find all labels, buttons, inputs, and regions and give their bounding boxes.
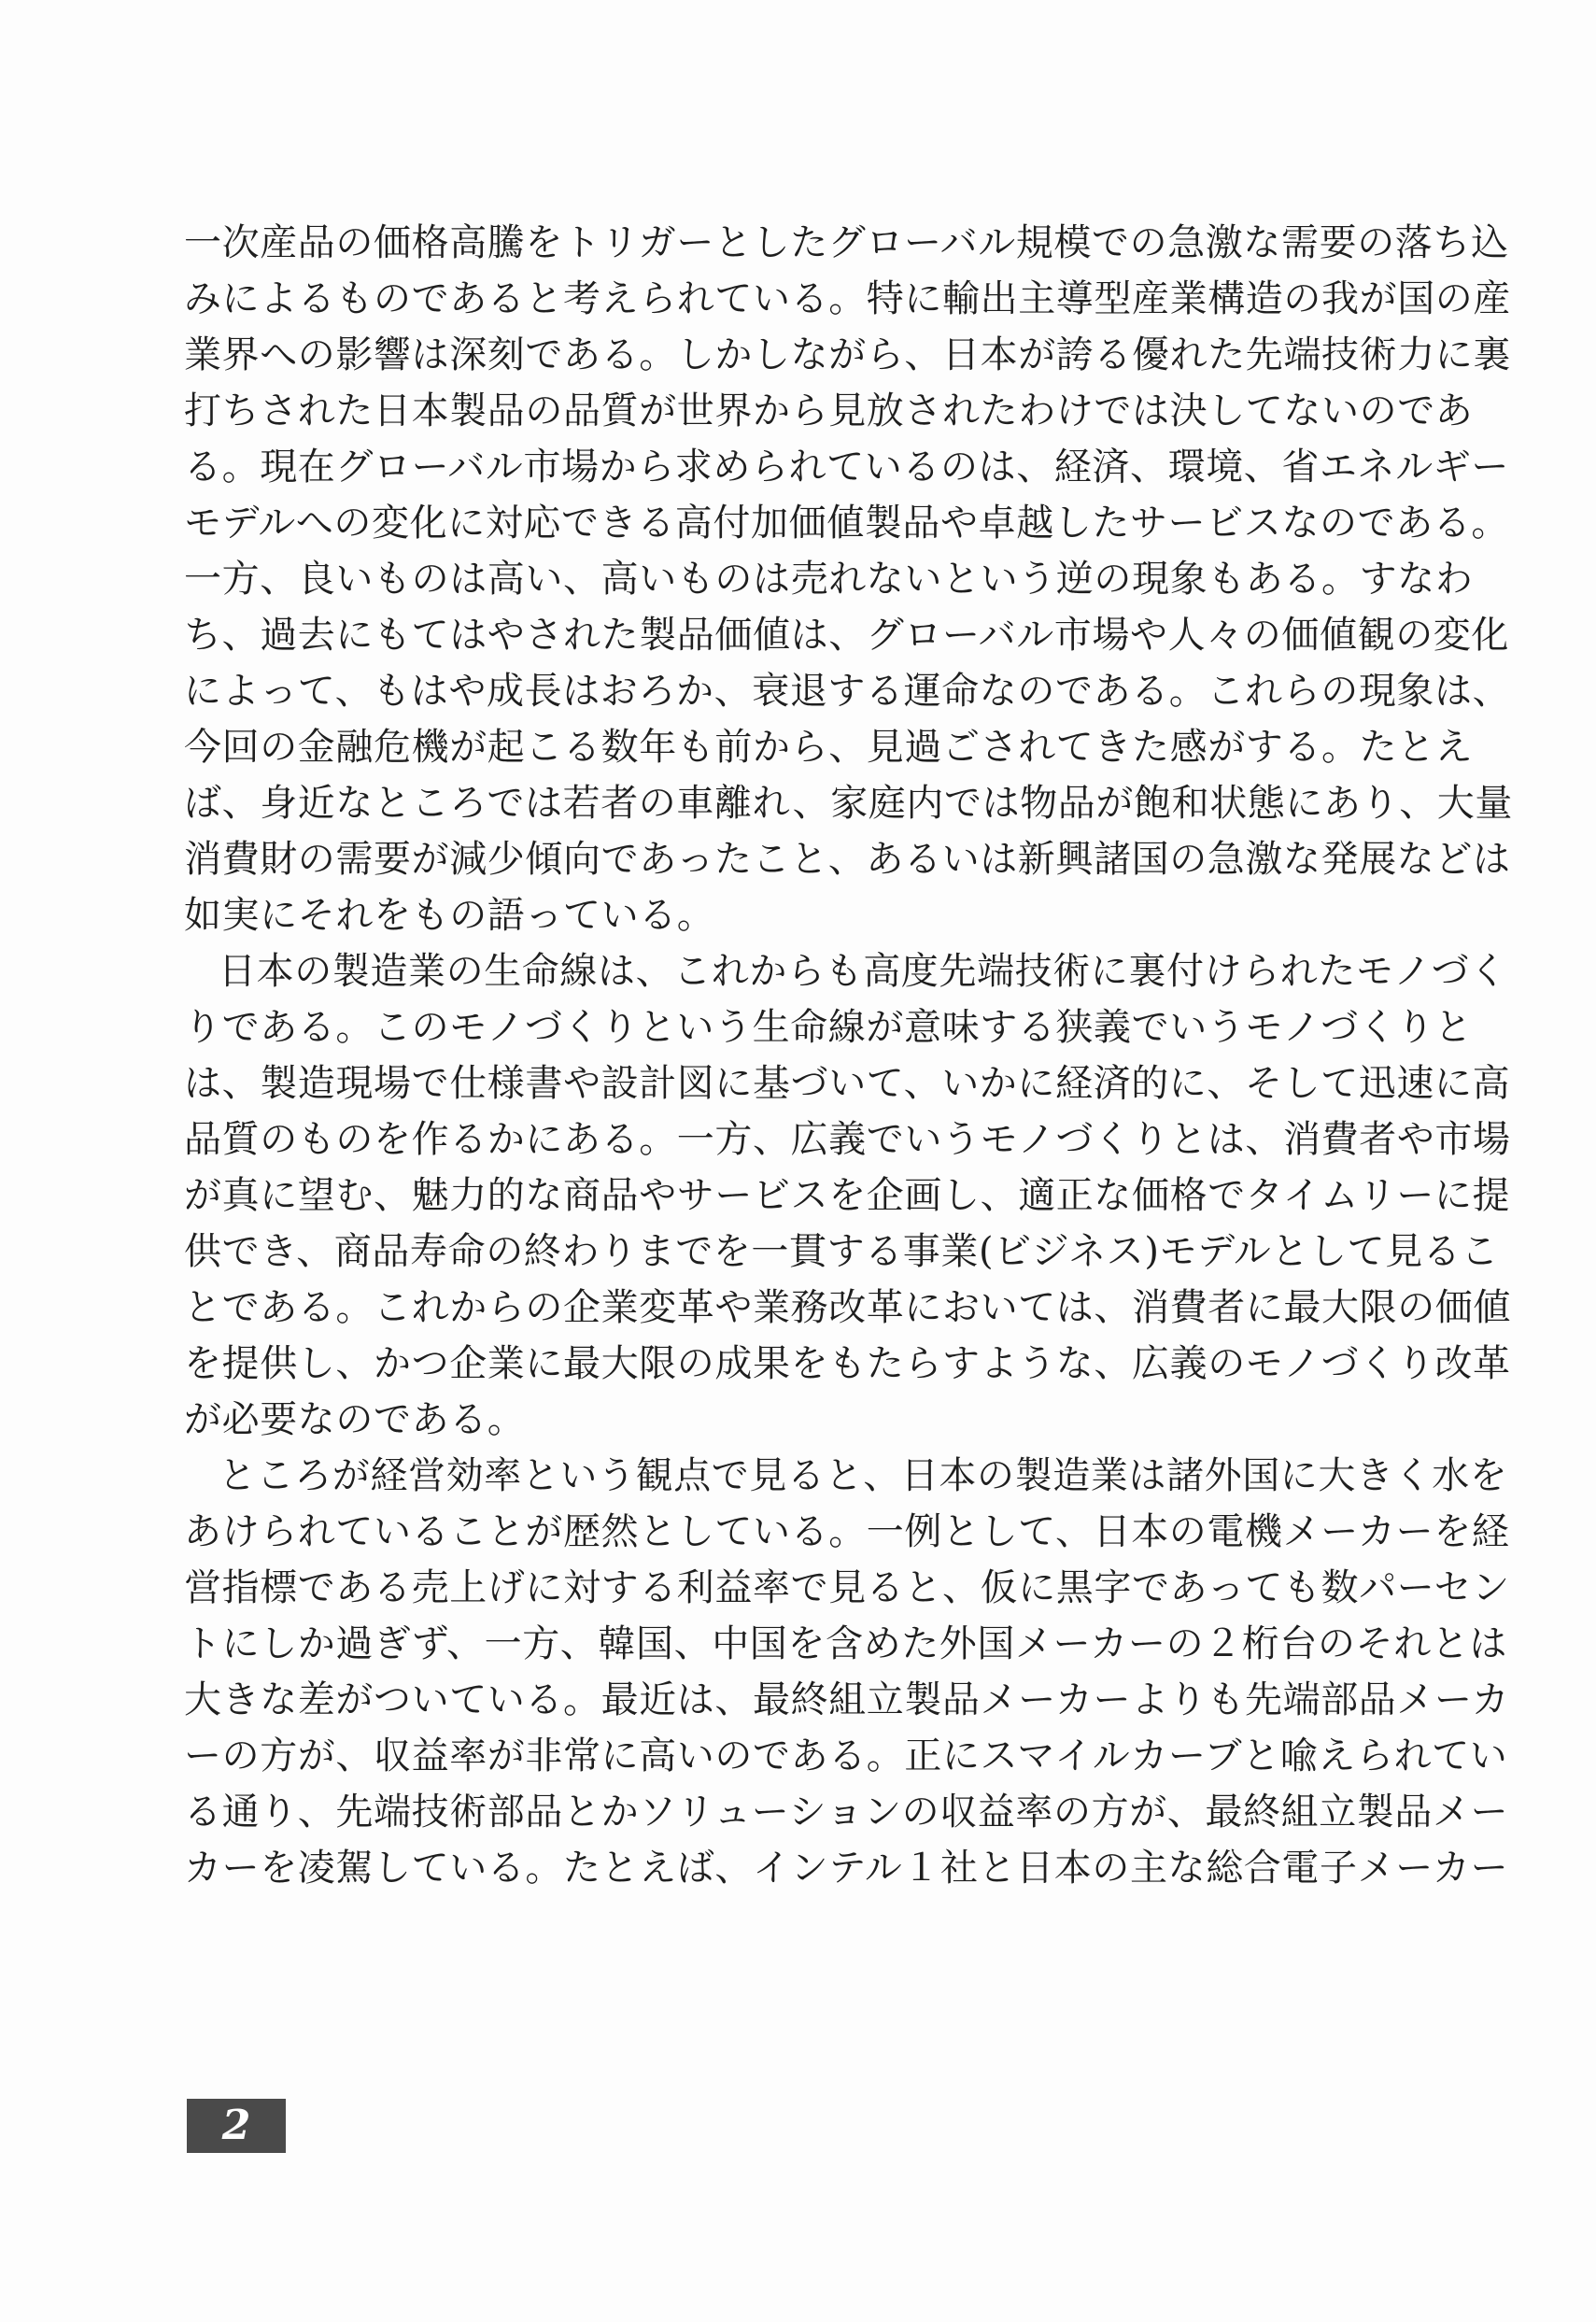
text-line: とである。これからの企業変革や業務改革においては、消費者に最大限の価値: [184, 1286, 1511, 1329]
text-line: が真に望む、魅力的な商品やサービスを企画し、適正な価格でタイムリーに提: [184, 1174, 1511, 1217]
text-line: あけられていることが歴然としている。一例として、日本の電機メーカーを経: [184, 1510, 1510, 1553]
text-line: トにしか過ぎず、一方、韓国、中国を含めた外国メーカーの２桁台のそれとは: [184, 1622, 1507, 1665]
text-line: 打ちされた日本製品の品質が世界から見放されたわけでは決してないのであ: [184, 389, 1474, 432]
text-line: ーの方が、収益率が非常に高いのである。正にスマイルカーブと喩えられてい: [184, 1734, 1508, 1777]
text-line: りである。このモノづくりという生命線が意味する狭義でいうモノづくりと: [184, 1006, 1473, 1049]
text-line: 一方、良いものは高い、高いものは売れないという逆の現象もある。すなわ: [184, 558, 1474, 601]
text-line: 日本の製造業の生命線は、これからも高度先端技術に裏付けられたモノづく: [219, 950, 1507, 993]
text-line: る。現在グローバル市場から求められているのは、経済、環境、省エネルギー: [184, 446, 1509, 488]
text-line: カーを凌駕している。たとえば、インテル１社と日本の主な総合電子メーカー: [184, 1847, 1509, 1890]
text-line: が必要なのである。: [184, 1398, 526, 1441]
text-line: る通り、先端技術部品とかソリューションの収益率の方が、最終組立製品メー: [184, 1791, 1509, 1834]
text-line: ち、過去にもてはやされた製品価値は、グローバル市場や人々の価値観の変化: [184, 614, 1509, 657]
text-line: ば、身近なところでは若者の車離れ、家庭内では物品が飽和状態にあり、大量: [184, 782, 1513, 825]
text-line: 品質のものを作るかにある。一方、広義でいうモノづくりとは、消費者や市場: [184, 1118, 1511, 1161]
text-line: ところが経営効率という観点で見ると、日本の製造業は諸外国に大きく水を: [219, 1454, 1508, 1497]
text-line: 供でき、商品寿命の終わりまでを一貫する事業(ビジネス)モデルとして見るこ: [184, 1230, 1500, 1273]
text-line: 一次産品の価格高騰をトリガーとしたグローバル規模での急激な需要の落ち込: [184, 221, 1509, 264]
text-line: によって、もはや成長はおろか、衰退する運命なのである。これらの現象は、: [184, 670, 1511, 713]
text-line: 消費財の需要が減少傾向であったこと、あるいは新興諸国の急激な発展などは: [184, 838, 1511, 881]
text-line: は、製造現場で仕様書や設計図に基づいて、いかに経済的に、そして迅速に高: [184, 1062, 1511, 1105]
text-line: 今回の金融危機が起こる数年も前から、見過ごされてきた感がする。たとえ: [184, 726, 1474, 769]
text-line: 如実にそれをもの語っている。: [184, 894, 715, 937]
text-line: みによるものであると考えられている。特に輸出主導型産業構造の我が国の産: [184, 277, 1511, 320]
text-line: 営指標である売上げに対する利益率で見ると、仮に黒字であっても数パーセン: [184, 1566, 1510, 1609]
page-number-badge: [187, 2099, 286, 2153]
text-line: 大きな差がついている。最近は、最終組立製品メーカーよりも先端部品メーカ: [184, 1678, 1510, 1721]
page-number: 2: [221, 2102, 251, 2149]
text-line: モデルへの変化に対応できる高付加価値製品や卓越したサービスなのである。: [184, 502, 1509, 545]
text-line: 業界への影響は深刻である。しかしながら、日本が誇る優れた先端技術力に裏: [184, 333, 1511, 376]
text-line: を提供し、かつ企業に最大限の成果をもたらすような、広義のモノづくり改革: [184, 1342, 1511, 1385]
